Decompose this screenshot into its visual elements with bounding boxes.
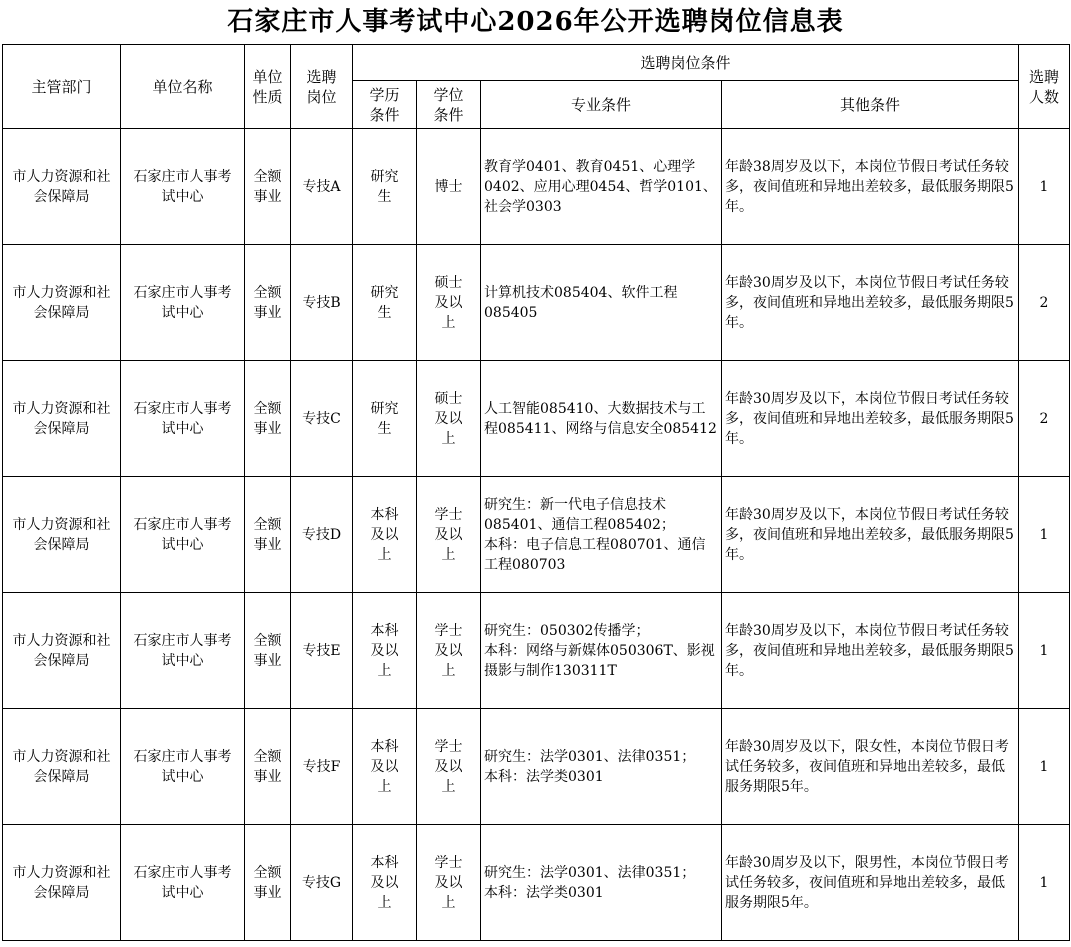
cell-degree: 博士 (417, 129, 481, 245)
cell-count: 1 (1019, 709, 1070, 825)
cell-major: 人工智能085410、大数据技术与工程085411、网络与信息安全085412 (481, 361, 722, 477)
table-row (3, 245, 1070, 361)
table-row (3, 593, 1070, 709)
header-conditions-group: 选聘岗位条件 (353, 45, 1019, 81)
cell-unit: 石家庄市人事考试中心 (121, 477, 245, 593)
cell-nature: 全额事业 (245, 593, 291, 709)
cell-edu: 本科及以上 (353, 709, 417, 825)
header-post (291, 45, 353, 129)
cell-nature: 全额事业 (245, 245, 291, 361)
cell-degree: 硕士及以上 (417, 361, 481, 477)
cell-nature: 全额事业 (245, 361, 291, 477)
cell-edu: 本科及以上 (353, 593, 417, 709)
header-dept: 主管部门 (3, 45, 121, 129)
cell-post: 专技D (291, 477, 353, 593)
header-major: 专业条件 (481, 81, 722, 129)
header-unit: 单位名称 (121, 45, 245, 129)
cell-count: 1 (1019, 477, 1070, 593)
page-title: 石家庄市人事考试中心2026年公开选聘岗位信息表 (227, 7, 844, 37)
header-edu-text: 学历条件 (369, 85, 400, 124)
cell-other: 年龄30周岁及以下，本岗位节假日考试任务较多，夜间值班和异地出差较多，最低服务期限5年。 (722, 477, 1019, 593)
header-degree-text: 学位条件 (433, 85, 464, 124)
cell-other: 年龄30周岁及以下，本岗位节假日考试任务较多，夜间值班和异地出差较多，最低服务期限5年。 (722, 361, 1019, 477)
cell-unit: 石家庄市人事考试中心 (121, 593, 245, 709)
positions-table (2, 44, 1070, 941)
header-edu (353, 81, 417, 129)
cell-nature: 全额事业 (245, 477, 291, 593)
cell-edu: 研究生 (353, 245, 417, 361)
cell-nature: 全额事业 (245, 825, 291, 941)
cell-unit: 石家庄市人事考试中心 (121, 709, 245, 825)
cell-post: 专技B (291, 245, 353, 361)
cell-count: 1 (1019, 593, 1070, 709)
cell-other: 年龄30周岁及以下，限男性，本岗位节假日考试任务较多，夜间值班和异地出差较多，最低服务期限5年。 (722, 825, 1019, 941)
cell-major: 研究生：法学0301、法律0351； 本科：法学类0301 (481, 825, 722, 941)
cell-edu: 本科及以上 (353, 825, 417, 941)
cell-post: 专技E (291, 593, 353, 709)
cell-dept: 市人力资源和社会保障局 (3, 709, 121, 825)
cell-other: 年龄30周岁及以下，本岗位节假日考试任务较多，夜间值班和异地出差较多，最低服务期限5年。 (722, 245, 1019, 361)
cell-major: 研究生：新一代电子信息技术085401、通信工程085402； 本科：电子信息工程080701、通信工程080703 (481, 477, 722, 593)
cell-post: 专技G (291, 825, 353, 941)
cell-post: 专技F (291, 709, 353, 825)
cell-count: 1 (1019, 825, 1070, 941)
cell-dept: 市人力资源和社会保障局 (3, 361, 121, 477)
table-row (3, 361, 1070, 477)
cell-degree: 学士及以上 (417, 593, 481, 709)
cell-dept: 市人力资源和社会保障局 (3, 129, 121, 245)
cell-major: 研究生：050302传播学； 本科：网络与新媒体050306T、影视摄影与制作130311T (481, 593, 722, 709)
cell-degree: 学士及以上 (417, 477, 481, 593)
cell-unit: 石家庄市人事考试中心 (121, 129, 245, 245)
cell-post: 专技A (291, 129, 353, 245)
header-count (1019, 45, 1070, 129)
table-row (3, 129, 1070, 245)
cell-dept: 市人力资源和社会保障局 (3, 245, 121, 361)
cell-count: 1 (1019, 129, 1070, 245)
cell-dept: 市人力资源和社会保障局 (3, 825, 121, 941)
cell-count: 2 (1019, 361, 1070, 477)
header-degree (417, 81, 481, 129)
cell-degree: 硕士及以上 (417, 245, 481, 361)
cell-edu: 研究生 (353, 361, 417, 477)
cell-unit: 石家庄市人事考试中心 (121, 825, 245, 941)
table-row (3, 477, 1070, 593)
header-count-text: 选聘人数 (1029, 67, 1060, 106)
table-row (3, 825, 1070, 941)
cell-count: 2 (1019, 245, 1070, 361)
cell-major: 教育学0401、教育0451、心理学0402、应用心理0454、哲学0101、社会学0303 (481, 129, 722, 245)
cell-nature: 全额事业 (245, 709, 291, 825)
header-post-text: 选聘岗位 (306, 67, 337, 106)
cell-degree: 学士及以上 (417, 709, 481, 825)
table-row (3, 709, 1070, 825)
cell-unit: 石家庄市人事考试中心 (121, 245, 245, 361)
cell-unit: 石家庄市人事考试中心 (121, 361, 245, 477)
header-nature-text: 单位性质 (252, 67, 283, 106)
header-nature (245, 45, 291, 129)
cell-other: 年龄30周岁及以下，本岗位节假日考试任务较多，夜间值班和异地出差较多，最低服务期限5年。 (722, 593, 1019, 709)
cell-dept: 市人力资源和社会保障局 (3, 593, 121, 709)
cell-edu: 研究生 (353, 129, 417, 245)
cell-major: 计算机技术085404、软件工程085405 (481, 245, 722, 361)
cell-dept: 市人力资源和社会保障局 (3, 477, 121, 593)
cell-major: 研究生：法学0301、法律0351； 本科：法学类0301 (481, 709, 722, 825)
cell-degree: 学士及以上 (417, 825, 481, 941)
header-other: 其他条件 (722, 81, 1019, 129)
cell-post: 专技C (291, 361, 353, 477)
cell-other: 年龄30周岁及以下，限女性，本岗位节假日考试任务较多，夜间值班和异地出差较多，最低服务期限5年。 (722, 709, 1019, 825)
cell-nature: 全额事业 (245, 129, 291, 245)
cell-edu: 本科及以上 (353, 477, 417, 593)
cell-other: 年龄38周岁及以下，本岗位节假日考试任务较多，夜间值班和异地出差较多，最低服务期限5年。 (722, 129, 1019, 245)
